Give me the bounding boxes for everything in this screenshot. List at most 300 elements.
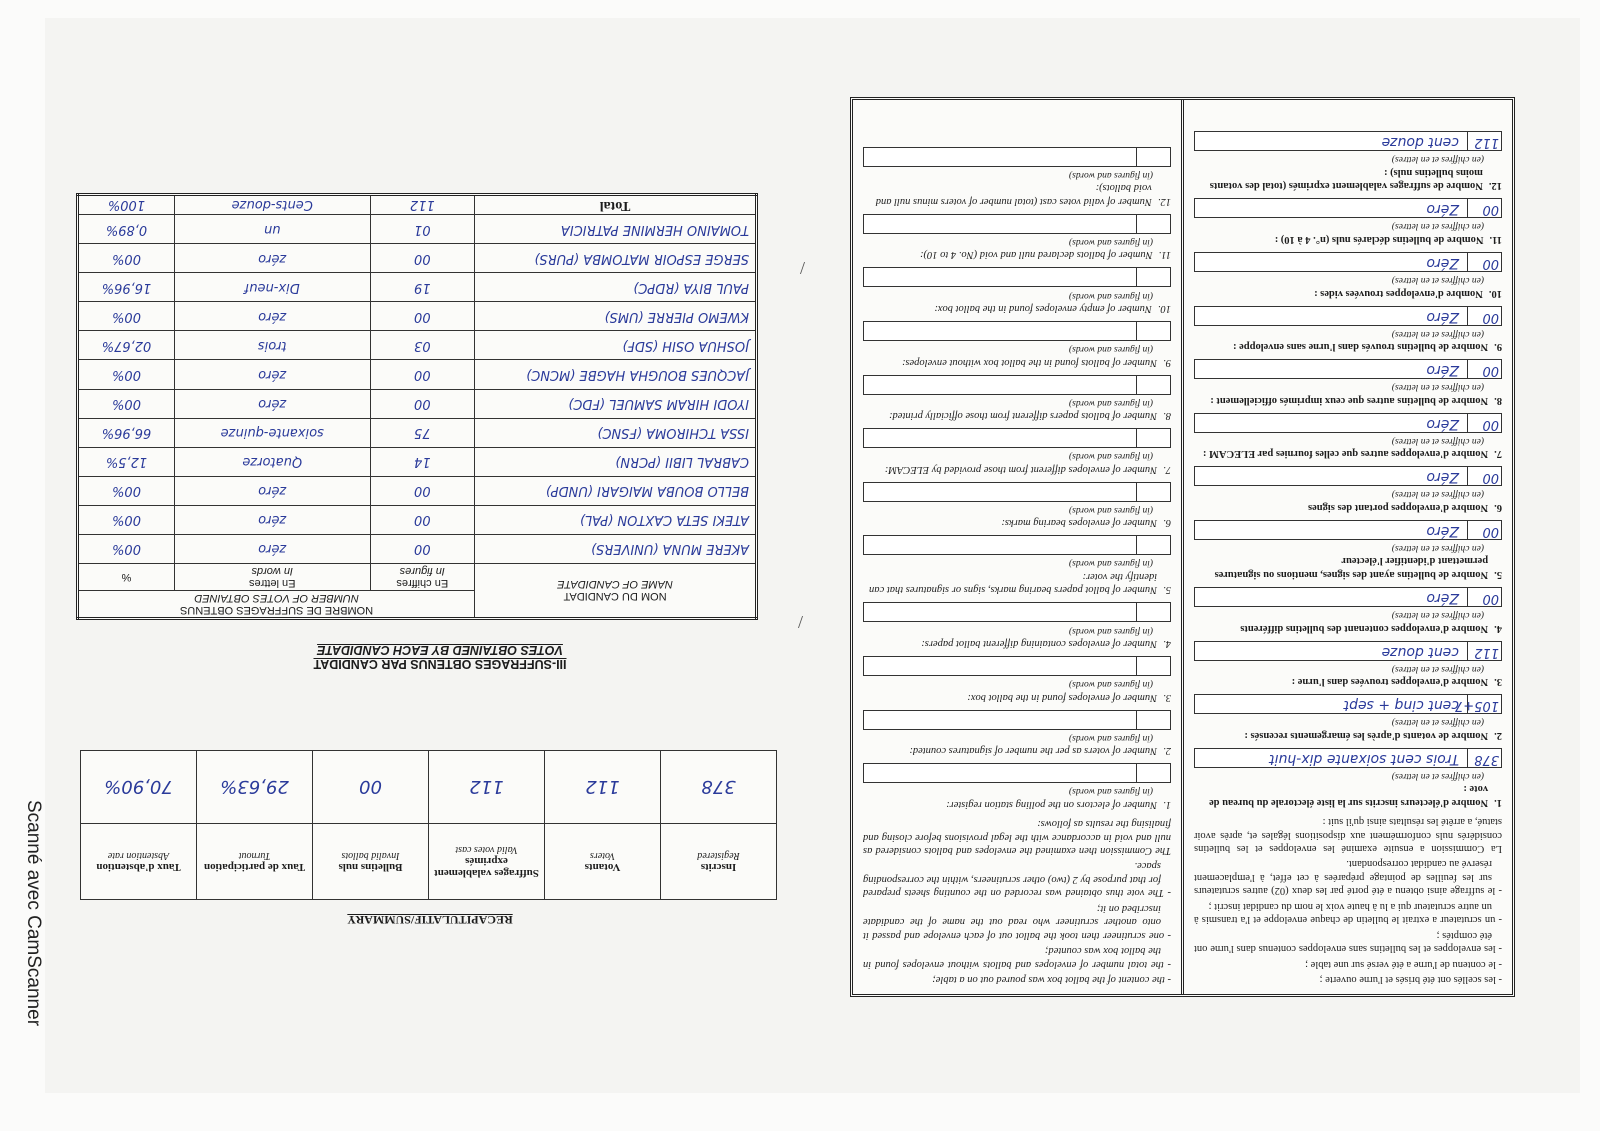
answer-words[interactable] [864, 376, 1136, 394]
item-text: Number of envelopes containing different ballot papers: [921, 637, 1158, 649]
answer-words[interactable]: Zéro [1426, 362, 1459, 379]
item-label [863, 744, 1171, 757]
form-item [863, 267, 1171, 315]
candidate-name: PAUL BIYA (RDPC) [475, 273, 757, 302]
summary-header-en: Turnout [238, 850, 271, 861]
candidate-name: ATEKI SETA CAXTON (PAL) [475, 505, 757, 534]
answer-field[interactable] [1194, 359, 1502, 379]
form-fr-items [1194, 131, 1502, 808]
item-number: 3. [1494, 676, 1502, 688]
answer-words[interactable] [864, 215, 1136, 233]
item-text: Number of empty envelopes found in the ballot box: [934, 302, 1152, 314]
answer-field[interactable] [863, 482, 1171, 502]
form-item [1194, 694, 1502, 742]
form-item [1194, 252, 1502, 300]
answer-field[interactable] [1194, 198, 1502, 218]
votes-percent: 00% [78, 302, 175, 331]
form-item [863, 482, 1171, 530]
item-number: 7. [1494, 448, 1502, 460]
item-number: 2. [1494, 729, 1502, 741]
answer-words[interactable]: cent douze [1381, 643, 1459, 660]
item-number: 8. [1494, 394, 1502, 406]
answer-words[interactable] [864, 148, 1136, 166]
header-votes-fr: NOMBRE DE SUFFRAGES OBTENUS [179, 604, 374, 616]
item-label [1194, 500, 1502, 513]
item-text: Number of ballots papers different from those officially printed: [889, 410, 1158, 422]
answer-figure[interactable] [1136, 657, 1170, 675]
item-text: Number of envelopes found in the ballot box: [967, 691, 1158, 703]
item-number: 4. [1163, 637, 1171, 649]
answer-figure[interactable]: 112 [1467, 642, 1501, 660]
votes-percent: 12,5% [78, 447, 175, 476]
votes-percent: 00% [78, 389, 175, 418]
item-label [863, 570, 1171, 597]
answer-field[interactable] [863, 321, 1171, 341]
form-item [863, 602, 1171, 650]
item-hint: (in figures and words) [1068, 236, 1153, 247]
answer-field[interactable] [1194, 520, 1502, 540]
votes-figure: 75 [370, 418, 475, 447]
item-hint: (in figures and words) [1068, 504, 1153, 515]
item-hint: (en chiffres et en lettres) [1391, 717, 1484, 728]
candidate-row [78, 389, 757, 418]
margin-mark: / [798, 612, 804, 632]
votes-words: zéro [174, 302, 370, 331]
votes-words: zéro [174, 244, 370, 273]
votes-percent: 02,67% [78, 331, 175, 360]
item-label [1194, 621, 1502, 634]
answer-words[interactable] [864, 711, 1136, 729]
item-text: Nombre d'enveloppes trouvées dans l'urne : [1291, 676, 1489, 688]
margin-mark: / [800, 258, 806, 278]
form-item [863, 656, 1171, 704]
header-figures [370, 564, 475, 591]
form-item [1194, 198, 1502, 246]
candidate-votes-table [76, 193, 758, 620]
answer-field[interactable] [863, 428, 1171, 448]
summary-header-en: Voters [590, 850, 615, 861]
answer-figure[interactable]: 00 [1467, 199, 1501, 217]
answer-words[interactable]: cent douze [1381, 134, 1459, 151]
item-text: Nombre d'électeurs inscrits sur la liste électorale du bureau de vote : [1209, 783, 1489, 808]
item-number: 9. [1494, 341, 1502, 353]
item-hint: (in figures and words) [1068, 558, 1153, 569]
form-item [863, 147, 1171, 208]
votes-percent: 00% [78, 244, 175, 273]
summary-header [197, 824, 313, 900]
item-number: 4. [1494, 622, 1502, 634]
header-votes-en: NUMBER OF VOTES OBTAINED [194, 592, 359, 604]
item-number: 2. [1163, 745, 1171, 757]
answer-words[interactable]: Zéro [1426, 415, 1459, 432]
answer-words[interactable] [864, 603, 1136, 621]
votes-percent: 00% [78, 534, 175, 563]
answer-words[interactable]: Zéro [1426, 589, 1459, 606]
item-hint: (en chiffres et en lettres) [1391, 154, 1484, 165]
item-text: Number of envelopes different from those provided by ELECAM: [884, 463, 1158, 475]
candidate-name: SERGE ESPOIR MATOMBA (PURS) [475, 244, 757, 273]
item-text: Number of ballot papers bearing marks, signs or signatures that can identify the voter: [869, 570, 1158, 596]
item-label [863, 355, 1171, 368]
summary-title: RECAPITULATIF/SUMMARY [347, 913, 513, 927]
item-hint: (in figures and words) [1068, 732, 1153, 743]
candidate-row [78, 302, 757, 331]
votes-figure: 19 [370, 273, 475, 302]
answer-figure[interactable] [1136, 322, 1170, 340]
header-name-fr: NOM DU CANDIDAT [563, 590, 667, 603]
form-item [1194, 306, 1502, 354]
summary-header-en: Abstention rate [107, 850, 170, 861]
item-label [1194, 393, 1502, 406]
form-fr-intro [1194, 815, 1502, 986]
counting-report-form [850, 97, 1515, 997]
item-text: Number of voters as per the number of signatures counted: [909, 745, 1158, 757]
item-hint: (en chiffres et en lettres) [1391, 435, 1484, 446]
candidate-section-title [270, 643, 610, 671]
answer-words[interactable] [864, 657, 1136, 675]
summary-table [80, 750, 777, 900]
item-label [1194, 782, 1502, 809]
candidate-row [78, 534, 757, 563]
summary-header-en: Invalid ballots [341, 850, 400, 861]
item-number: 10. [1488, 287, 1502, 299]
item-number: 8. [1163, 410, 1171, 422]
answer-figure[interactable]: 112 [1467, 132, 1501, 150]
summary-header-fr: Votants [584, 861, 621, 873]
votes-figure: 00 [370, 302, 475, 331]
camscanner-watermark: Scanné avec CamScanner [23, 800, 44, 1027]
summary-header-fr: Taux de participation [203, 861, 306, 873]
answer-words[interactable] [864, 764, 1136, 782]
votes-figure: 00 [370, 505, 475, 534]
item-label [863, 690, 1171, 703]
answer-words[interactable] [864, 429, 1136, 447]
candidate-row [78, 331, 757, 360]
answer-field[interactable] [1194, 641, 1502, 661]
votes-words: trois [174, 331, 370, 360]
summary-header-fr: Bulletins nuls [338, 861, 403, 873]
intro-line: - the total number of envelopes and ballots without envelopes found in the ballot box was counted; [863, 945, 1171, 970]
votes-percent: 0,89% [78, 215, 175, 244]
answer-field[interactable] [863, 535, 1171, 555]
votes-figure: 03 [370, 331, 475, 360]
candidate-name: KWEMO PIERRE (UMS) [475, 302, 757, 331]
intro-line: - the content of the ballot box was poured out on a table; [932, 974, 1171, 985]
item-text: Nombre de bulletins déclarés nuls (n°. 4 à 10) : [1274, 233, 1484, 245]
summary-value: 112 [429, 751, 545, 824]
summary-value: 00 [313, 751, 429, 824]
total-words: Cents-douze [174, 195, 370, 215]
answer-field[interactable] [1194, 466, 1502, 486]
answer-words[interactable]: cent cinq + sept [1343, 697, 1459, 714]
votes-percent: 66,96% [78, 418, 175, 447]
item-number: 6. [1163, 517, 1171, 529]
item-number: 11. [1489, 233, 1502, 245]
answer-field[interactable] [1194, 413, 1502, 433]
answer-field[interactable] [1194, 587, 1502, 607]
header-candidate-name [475, 564, 757, 619]
form-item [863, 535, 1171, 596]
summary-header [545, 824, 661, 900]
item-text: Number of electors on the polling station register: [946, 798, 1158, 810]
answer-field[interactable] [863, 602, 1171, 622]
total-row [78, 195, 757, 215]
answer-words[interactable]: Zéro [1426, 254, 1459, 271]
item-label [863, 637, 1171, 650]
summary-value: 29,63% [197, 751, 313, 824]
votes-figure: 00 [370, 476, 475, 505]
answer-figure[interactable] [1136, 429, 1170, 447]
votes-percent: 00% [78, 360, 175, 389]
answer-figure[interactable] [1136, 376, 1170, 394]
summary-value: 70,90% [81, 751, 197, 824]
item-hint: (in figures and words) [1068, 290, 1153, 301]
votes-percent: 00% [78, 505, 175, 534]
total-percent: 100% [78, 195, 175, 215]
answer-figure[interactable] [1136, 483, 1170, 501]
answer-words[interactable]: Zéro [1426, 469, 1459, 486]
section-title-en: VOTES OBTAINED BY EACH CANDIDATE [317, 643, 563, 657]
item-text: Nombre de bulletins ayant des signes, mentions ou signatures permettant d'identifier l'électeur [1214, 555, 1489, 580]
summary-header-fr: Suffrages valablement exprimés [434, 855, 539, 879]
form-item [1194, 641, 1502, 689]
candidate-row [78, 476, 757, 505]
item-text: Nombre d'enveloppes trouvées vides : [1314, 287, 1483, 299]
answer-words[interactable]: Zéro [1426, 308, 1459, 325]
votes-words: soixante-quinze [174, 418, 370, 447]
section-title-fr: III-SUFFRAGES OBTENUS PAR CANDIDAT [313, 657, 567, 671]
summary-value-row [81, 751, 777, 824]
votes-percent: 00% [78, 476, 175, 505]
item-hint: (en chiffres et en lettres) [1391, 770, 1484, 781]
candidate-rows [78, 215, 757, 564]
item-text: Nombre de votants d'après les émargements recensés : [1244, 729, 1489, 741]
item-label [863, 248, 1171, 261]
candidate-name: AKERE MUNA (UNIVERS) [475, 534, 757, 563]
summary-header-en: Valid votes cast [455, 844, 518, 855]
item-hint: (en chiffres et en lettres) [1391, 663, 1484, 674]
answer-figure[interactable]: 00 [1467, 521, 1501, 539]
answer-field[interactable] [863, 214, 1171, 234]
item-label [1194, 447, 1502, 460]
intro-line: - les scellés ont été brisés et l'urne ouverte ; [1319, 974, 1502, 985]
item-hint: (en chiffres et en lettres) [1391, 543, 1484, 554]
summary-header-row [81, 824, 777, 900]
summary-panel [80, 750, 777, 900]
answer-field[interactable] [863, 267, 1171, 287]
votes-words: zéro [174, 389, 370, 418]
answer-words[interactable]: Zéro [1426, 522, 1459, 539]
form-item [1194, 520, 1502, 581]
form-item [863, 710, 1171, 758]
votes-words: un [174, 215, 370, 244]
item-hint: (en chiffres et en lettres) [1391, 221, 1484, 232]
votes-figure: 00 [370, 534, 475, 563]
votes-words: zéro [174, 360, 370, 389]
item-text: Nombre de suffrages valablement exprimés (total des votants moins bulletins nuls) : [1209, 166, 1483, 192]
item-number: 7. [1163, 463, 1171, 475]
form-item [1194, 131, 1502, 192]
total-figure: 112 [370, 195, 475, 215]
answer-field[interactable] [1194, 694, 1502, 714]
header-words-fr: En lettres [249, 577, 296, 589]
votes-words: Dix-neuf [174, 273, 370, 302]
form-item [863, 428, 1171, 476]
form-item [863, 375, 1171, 423]
answer-words[interactable] [864, 322, 1136, 340]
answer-field[interactable] [1194, 306, 1502, 326]
answer-figure[interactable]: 00 [1467, 307, 1501, 325]
answer-figure[interactable] [1136, 268, 1170, 286]
answer-words[interactable] [864, 536, 1136, 554]
summary-value: 378 [661, 751, 777, 824]
candidate-name: BELLO BOUBA MAIGARI (UNDP) [475, 476, 757, 505]
answer-figure[interactable]: 00 [1467, 414, 1501, 432]
answer-field[interactable] [1194, 131, 1502, 151]
summary-header [429, 824, 545, 900]
item-number: 6. [1494, 501, 1502, 513]
answer-figure[interactable] [1136, 764, 1170, 782]
votes-words: zéro [174, 476, 370, 505]
item-number: 11. [1158, 249, 1171, 261]
answer-field[interactable] [1194, 252, 1502, 272]
form-item [863, 763, 1171, 811]
item-label [863, 409, 1171, 422]
item-number: 3. [1163, 691, 1171, 703]
intro-line: La Commission a ensuite examiné les enveloppes et les bulletins considérés nuls conformément aux dispositions légales et, après avoir statué, a arrêté les résultats ainsi qu'il suit : [1194, 816, 1502, 855]
candidate-name: JOSHUA OSIH (SDF) [475, 331, 757, 360]
votes-figure: 01 [370, 215, 475, 244]
item-hint: (in figures and words) [1068, 344, 1153, 355]
summary-header-fr: Taux d'abstention [96, 861, 181, 873]
answer-words[interactable]: Zéro [1426, 201, 1459, 218]
candidate-row [78, 244, 757, 273]
votes-figure: 00 [370, 360, 475, 389]
votes-percent: 16,96% [78, 273, 175, 302]
candidate-name: TOMAINO HERMINE PATRICIA [475, 215, 757, 244]
answer-figure[interactable] [1136, 148, 1170, 166]
answer-words[interactable] [864, 268, 1136, 286]
item-label [1194, 728, 1502, 741]
intro-line: - le suffrage ainsi obtenu a été porté par les deux (02) autres scrutateurs sur les feuilles de pointage préparées à cet effet, à l'emplacement réservé au candidat correspondant. [1194, 858, 1502, 897]
answer-figure[interactable]: 00 [1467, 588, 1501, 606]
item-label [863, 516, 1171, 529]
answer-words[interactable] [864, 483, 1136, 501]
item-number: 5. [1163, 584, 1171, 596]
candidate-row [78, 360, 757, 389]
answer-field[interactable] [1194, 748, 1502, 768]
item-number: 12. [1488, 180, 1502, 192]
candidate-name: JACQUES BOUGHA HAGBE (MCNC) [475, 360, 757, 389]
item-hint: (in figures and words) [1068, 679, 1153, 690]
candidate-row [78, 418, 757, 447]
item-text: Number of ballots declared null and void (No. 4 to 10): [920, 249, 1153, 261]
item-label [863, 462, 1171, 475]
answer-figure[interactable]: 00 [1467, 467, 1501, 485]
answer-field[interactable] [863, 147, 1171, 167]
form-english-column [853, 100, 1181, 994]
answer-figure[interactable]: 378 [1467, 749, 1501, 767]
answer-figure[interactable]: 105+7 [1467, 695, 1501, 713]
summary-value: 112 [545, 751, 661, 824]
votes-words: zéro [174, 505, 370, 534]
answer-figure[interactable] [1136, 711, 1170, 729]
header-figures-fr: En chiffres [396, 577, 449, 589]
item-text: Nombre de bulletins autres que ceux imprimés officiellement : [1210, 394, 1489, 406]
form-french-column [1181, 100, 1512, 994]
item-label [1194, 286, 1502, 299]
votes-figure: 14 [370, 447, 475, 476]
item-number: 10. [1157, 302, 1171, 314]
form-en-items [863, 147, 1171, 811]
form-item [1194, 587, 1502, 635]
item-hint: (in figures and words) [1068, 451, 1153, 462]
item-text: Number of valid votes cast (total number of voters minus null and void ballots): [875, 182, 1152, 207]
item-number: 5. [1494, 568, 1502, 580]
form-item [1194, 466, 1502, 514]
item-text: Number of envelopes bearing marks: [1001, 517, 1158, 529]
summary-header-en: Registered [697, 850, 740, 861]
item-number: 1. [1494, 796, 1502, 808]
form-item [863, 214, 1171, 262]
item-hint: (en chiffres et en lettres) [1391, 489, 1484, 500]
answer-figure[interactable] [1136, 603, 1170, 621]
candidate-row [78, 505, 757, 534]
header-words-en: In words [251, 565, 294, 577]
form-item [1194, 748, 1502, 809]
form-item [1194, 359, 1502, 407]
answer-field[interactable] [863, 656, 1171, 676]
answer-figure[interactable] [1136, 215, 1170, 233]
candidate-name: CABRAL LIBII (PCRN) [475, 447, 757, 476]
votes-words: Quatorze [174, 447, 370, 476]
intro-line: - un scrutateur a extrait le bulletin de chaque enveloppe et l'a transmis à un autre scrutateur qui a lu à haute voix le nom du candidat inscrit ; [1194, 900, 1502, 926]
header-percent: % [78, 564, 175, 591]
item-hint: (in figures and words) [1068, 786, 1153, 797]
item-text: Nombre d'enveloppes autres que celles fournies par ELECAM : [1202, 448, 1489, 460]
form-item [863, 321, 1171, 369]
item-label [863, 181, 1171, 208]
answer-field[interactable] [863, 763, 1171, 783]
candidate-votes-panel [76, 193, 758, 620]
item-label [1194, 165, 1502, 192]
header-words [174, 564, 370, 591]
intro-line: - one scrutineer then took the ballot out of each envelope and passed it onto another scrutineer who read out the name of the candidate inscribed on it; [863, 902, 1171, 941]
item-text: Nombre d'enveloppes contenant des bulletins différents [1240, 622, 1489, 634]
item-hint: (en chiffres et en lettres) [1391, 275, 1484, 286]
candidate-name: ISSA TCHIROMA (FSNC) [475, 418, 757, 447]
form-en-intro [863, 817, 1171, 986]
summary-header-fr: Inscrits [700, 861, 737, 873]
item-label [1194, 554, 1502, 581]
candidate-name: IYODI HIRAM SAMUEL (FDC) [475, 389, 757, 418]
intro-line: - The vote thus obtained was recorded on the counting sheets prepared for that purpose by 2 (two) other scrutineers, within the corresponding space. [863, 860, 1171, 899]
answer-figure[interactable]: 00 [1467, 253, 1501, 271]
answer-field[interactable] [863, 375, 1171, 395]
header-name-en: NAME OF CANDIDATE [557, 578, 673, 591]
item-hint: (in figures and words) [1068, 397, 1153, 408]
intro-line: - les enveloppes et les bulletins sans enveloppes contenus dans l'urne ont été comptés ; [1194, 929, 1502, 955]
item-number: 12. [1157, 195, 1171, 207]
answer-figure[interactable]: 00 [1467, 360, 1501, 378]
answer-field[interactable] [863, 710, 1171, 730]
header-figures-en: In figures [399, 565, 445, 577]
item-hint: (in figures and words) [1068, 169, 1153, 180]
answer-words[interactable]: Trois cent soixante dix-huit [1269, 750, 1459, 767]
answer-figure[interactable] [1136, 536, 1170, 554]
item-label [1194, 675, 1502, 688]
item-hint: (en chiffres et en lettres) [1391, 328, 1484, 339]
